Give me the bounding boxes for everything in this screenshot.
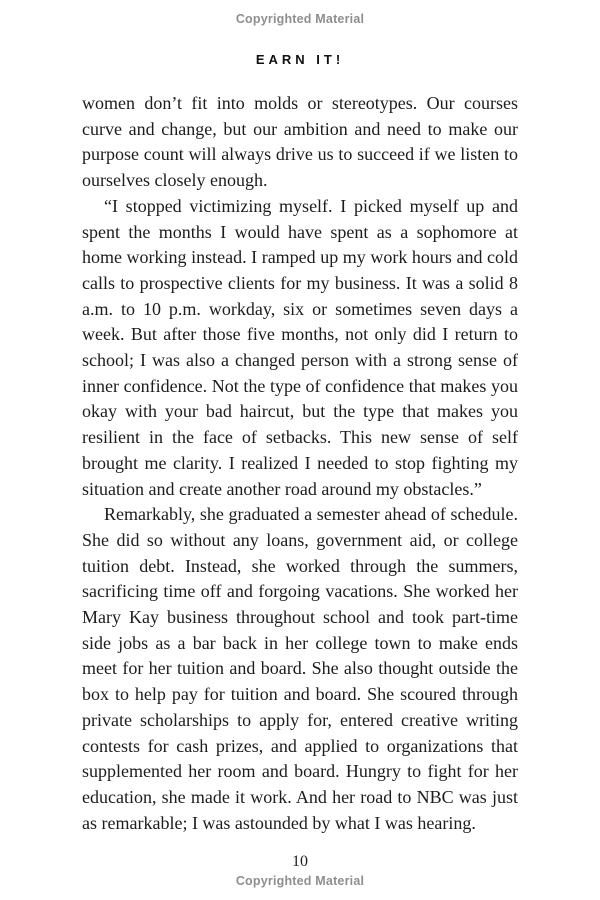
paragraph-narrative: Remarkably, she graduated a semester ahead of schedule. She did so without any loans, government aid, or college tuition debt. Instead, she worked through the summers, sacrificing time off and forgoing vacations. She worked her Mary Kay business throughout school and took part-time side jobs as a bar back in her college town to make ends meet for her tuition and board. She also thought outside the box to help pay for tuition and board. She scoured through private scholarships to apply for, entered creative writing contests for cash prizes, and applied to organizations that supplemented her room and board. Hungry to fight for her education, she made it work. And her road to NBC was just as remarkable; I was astounded by what I was hearing. [82, 504, 518, 833]
running-head: EARN IT! [255, 52, 345, 67]
page-number: 10 [292, 853, 308, 870]
paragraph-quote: “I stopped victimizing myself. I picked myself up and spent the months I would have spent as a sophomore at home working instead. I ramped up my work hours and cold calls to prospective clients for my business. It was a solid 8 a.m. to 10 p.m. workday, six or sometimes seven days a week. But after those five months, not only did I return to school; I was also a changed person with a strong sense of inner confidence. Not the type of confidence that makes you okay with your bad haircut, but the type that makes you resilient in the face of setbacks. This new sense of self brought me clarity. I realized I needed to stop fighting my situation and create another road around my obstacles.” [82, 195, 518, 499]
page-body [82, 91, 518, 836]
page-footer [0, 853, 600, 888]
copyright-notice-top: Copyrighted Material [235, 12, 365, 26]
paragraph-continuation: women don’t fit into molds or stereotypes. Our courses curve and change, but our ambition and need to make our purpose count will always drive us to succeed if we listen to ourselves closely enough. [82, 93, 518, 191]
copyright-notice-bottom: Copyrighted Material [235, 874, 365, 888]
